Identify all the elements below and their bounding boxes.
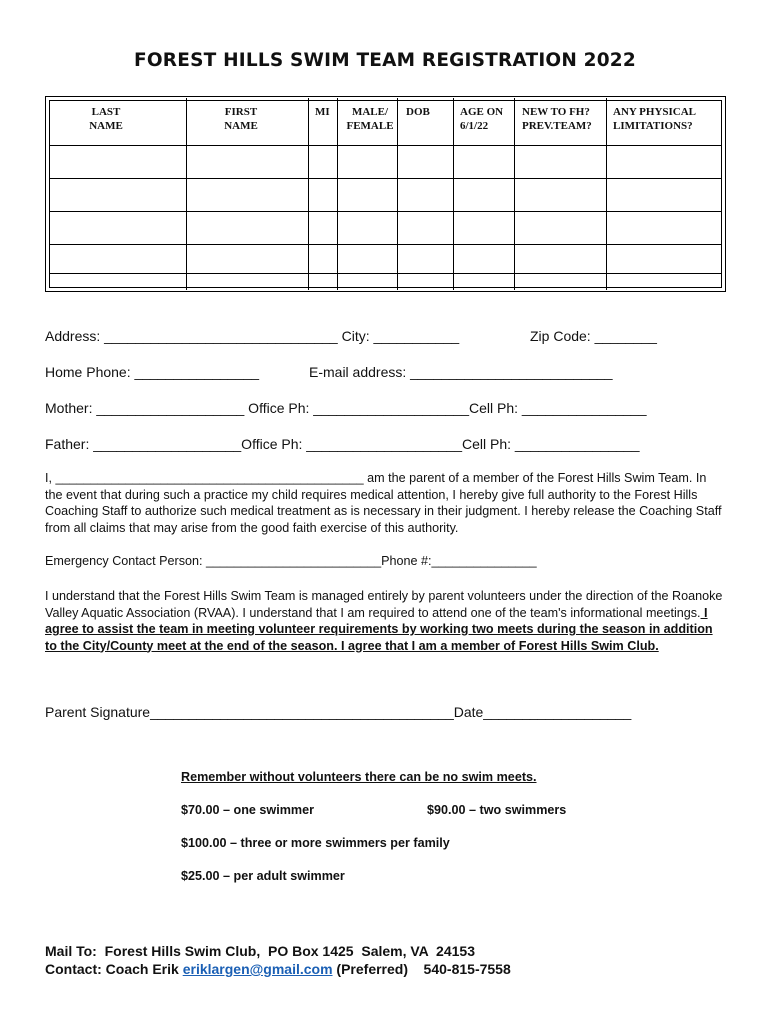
registration-table — [45, 96, 726, 292]
fee-one-swimmer: $70.00 – one swimmer — [181, 803, 315, 817]
table-cell-last-name-1[interactable] — [50, 146, 186, 178]
email-field[interactable]: E-mail address: __________________________ — [309, 364, 613, 380]
table-cell-last-name-4[interactable] — [50, 245, 186, 273]
table-cell-last-name-3[interactable] — [50, 212, 186, 244]
col-header-physical-limitations: ANY PHYSICAL LIMITATIONS? — [613, 106, 697, 132]
col-header-last-name: LAST NAME — [89, 106, 123, 132]
parent-signature-field[interactable]: Parent Signature_______________________________________Date___________________ — [45, 704, 632, 720]
page-title: FOREST HILLS SWIM TEAM REGISTRATION 2022 — [134, 50, 636, 71]
contact-line — [45, 961, 511, 977]
fee-two-swimmers: $90.00 – two swimmers — [427, 803, 567, 817]
col-header-age: AGE ON 6/1/22 — [460, 106, 504, 132]
volunteer-paragraph — [45, 588, 725, 654]
table-cell-last-name-2[interactable] — [50, 179, 186, 211]
col-header-new-to-fh: NEW TO FH? PREV.TEAM? — [522, 106, 592, 132]
contact-email-link[interactable]: eriklargen@gmail.com — [182, 961, 333, 977]
emergency-contact-field[interactable]: Emergency Contact Person: _________________________Phone #:_______________ — [45, 554, 537, 568]
volunteer-text: I understand that the Forest Hills Swim Team is managed entirely by parent volunteers under the direction of the Roanoke Valley Aquatic Association (RVAA). I understand that I am required to attend one of the team's informational meetings. — [45, 589, 723, 620]
father-field[interactable]: Father: ___________________Office Ph: ____________________Cell Ph: ________________ — [45, 436, 640, 452]
volunteer-agreement: I agree to assist the team in meeting volunteer requirements by working two meets during the season in addition to the City/County meet at the end of the season. I agree that I am a member of Forest Hills Swim Club. — [45, 605, 713, 653]
col-header-mi: MI — [315, 106, 330, 118]
home-phone-field[interactable]: Home Phone: ________________ — [45, 364, 260, 380]
col-header-gender: MALE/ FEMALE — [346, 106, 394, 132]
contact-suffix: (Preferred) 540-815-7558 — [332, 961, 511, 977]
volunteer-reminder: Remember without volunteers there can be no swim meets. — [181, 770, 537, 784]
authorization-paragraph: I, ____________________________________________ am the parent of a member of the Forest Hills Swim Team. In the event that during such a practice my child requires medical attention, I hereby give full authority to the Forest Hills Coaching Staff to authorize such medical treatment as is necessary in their judgment. I hereby release the Coaching Staff from all claims that may arise from the good faith exercise of this authority. — [45, 471, 722, 535]
mail-to-address: Mail To: Forest Hills Swim Club, PO Box 1425 Salem, VA 24153 — [45, 943, 475, 959]
mother-field[interactable]: Mother: ___________________ Office Ph: ____________________Cell Ph: ________________ — [45, 400, 647, 416]
contact-prefix: Contact: Coach Erik — [45, 961, 183, 977]
zip-code-field[interactable]: Zip Code: ________ — [530, 328, 657, 344]
fee-adult-swimmer: $25.00 – per adult swimmer — [181, 869, 345, 883]
col-header-first-name: FIRST NAME — [224, 106, 258, 132]
fee-three-swimmers: $100.00 – three or more swimmers per family — [181, 836, 450, 850]
col-header-dob: DOB — [406, 106, 430, 118]
address-field[interactable]: Address: ______________________________ City: ___________ — [45, 328, 460, 344]
